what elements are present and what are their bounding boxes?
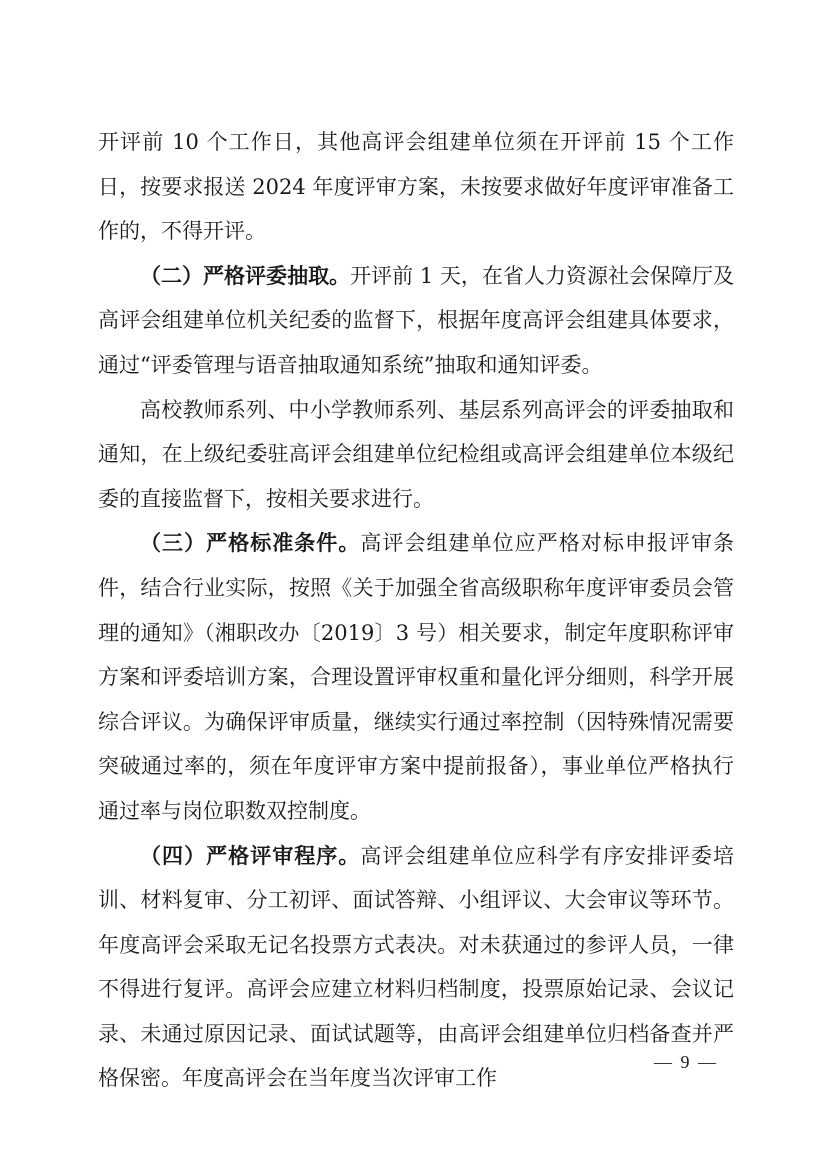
document-body xyxy=(98,120,734,1101)
paragraph-text: 开评前 1 天，在省人力资源社会保障厅及高评会组建单位机关纪委的监督下，根据年度高评会组建具体要求，通过“评委管理与语音抽取通知系统”抽取和通知评委。 xyxy=(98,263,735,377)
paragraph-text: 高评会组建单位应严格对标申报评审条件，结合行业实际，按照《关于加强全省高级职称年度评审委员会管理的通知》（湘职改办〔2019〕3 号）相关要求，制定年度职称评审方案和评委培训方案，合理设置评审权重和量化评分细则，科学开展综合评议。为确保评审质量，继续实行通过率控制（因特殊情况需要突破通过率的，须在年度评审方案中提前报备），事业单位严格执行通过率与岗位职数双控制度。 xyxy=(98,531,735,823)
section-heading-3: （三）严格标准条件。 xyxy=(140,530,361,556)
paragraph-text: 高校教师系列、中小学教师系列、基层系列高评会的评委抽取和通知，在上级纪委驻高评会组建单位纪检组或高评会组建单位本级纪委的直接监督下，按相关要求进行。 xyxy=(98,397,734,511)
paragraph-section-3 xyxy=(98,521,734,833)
paragraph-text: 开评前 10 个工作日，其他高评会组建单位须在开评前 15 个工作日，按要求报送 2024 年度评审方案，未按要求做好年度评审准备工作的，不得开评。 xyxy=(98,130,734,244)
section-heading-2: （二）严格评委抽取。 xyxy=(140,262,351,288)
paragraph-teacher-series xyxy=(98,388,734,522)
paragraph-text: 高评会组建单位应科学有序安排评委培训、材料复审、分工初评、面试答辩、小组评议、大会审议等环节。年度高评会采取无记名投票方式表决。对未获通过的参评人员，一律不得进行复评。高评会应建立材料归档制度，投票原始记录、会议记录、未通过原因记录、面试试题等，由高评会组建单位归档备查并严格保密。年度高评会在当年度当次评审工作 xyxy=(98,843,735,1091)
section-heading-4: （四）严格评审程序。 xyxy=(140,842,361,868)
paragraph-section-2 xyxy=(98,254,734,388)
paragraph-continuation xyxy=(98,120,734,254)
page-number: — 9 — xyxy=(654,1052,718,1072)
paragraph-section-4 xyxy=(98,834,734,1102)
